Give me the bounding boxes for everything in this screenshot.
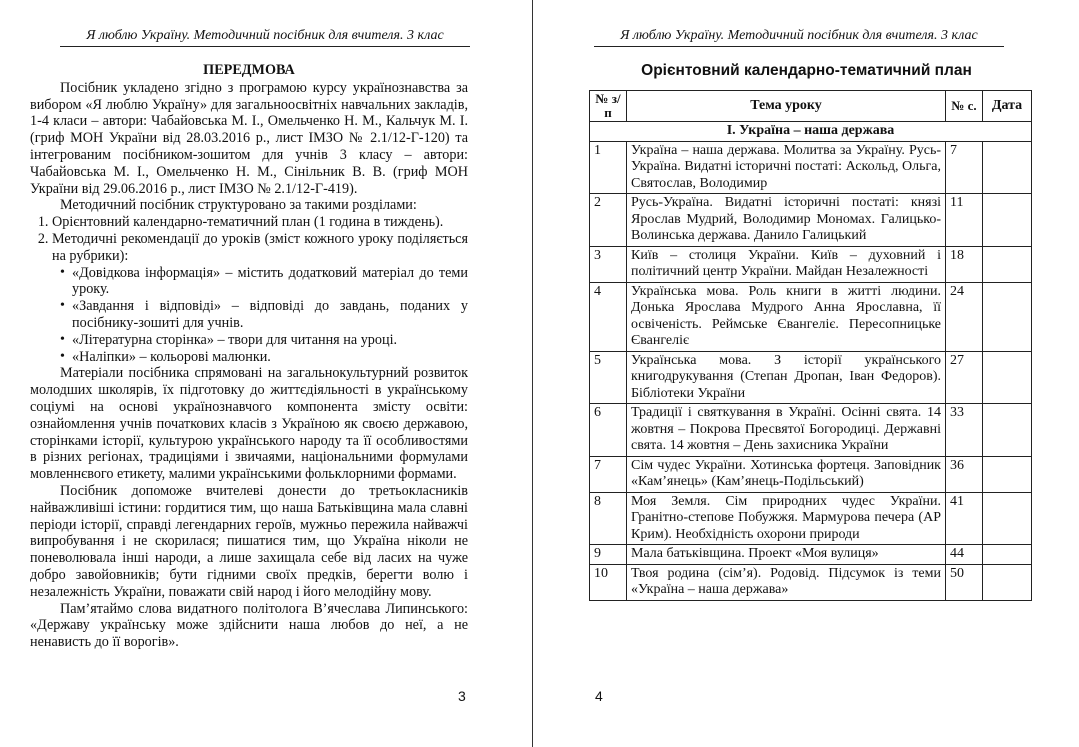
row-num: 4 xyxy=(590,282,627,351)
section-heading: І. Україна – наша держава xyxy=(590,122,1032,142)
row-topic: Мала батьківщина. Проект «Моя вулиця» xyxy=(627,545,946,565)
section-heading-row xyxy=(590,122,1032,142)
row-page: 41 xyxy=(946,492,983,545)
preface-body xyxy=(30,62,468,651)
preface-paragraph-2: Методичний посібник структуровано за такими розділами: xyxy=(60,197,417,214)
row-date xyxy=(983,404,1032,457)
table-row xyxy=(590,282,1032,351)
page-number-left: 3 xyxy=(458,688,466,704)
section-item xyxy=(52,231,468,365)
row-date xyxy=(983,492,1032,545)
row-topic: Україна – наша держава. Молитва за Україну. Русь-Україна. Видатні історичні постаті: Аскольд, Ольга, Святослав, Володимир xyxy=(627,141,946,194)
table-header-row xyxy=(590,91,1032,122)
row-date xyxy=(983,141,1032,194)
row-num: 1 xyxy=(590,141,627,194)
row-page: 27 xyxy=(946,351,983,404)
rubric-item: • «Завдання і відповіді» – відповіді до завдань, поданих у посібнику-зошиті для учнів. xyxy=(72,298,468,332)
plan-table xyxy=(589,90,1032,601)
header-date: Дата xyxy=(983,91,1032,122)
plan-title: Орієнтовний календарно-тематичний план xyxy=(641,62,972,79)
row-page: 24 xyxy=(946,282,983,351)
row-num: 3 xyxy=(590,246,627,282)
rubric-item: • «Літературна сторінка» – твори для читання на уроці. xyxy=(72,332,468,349)
row-date xyxy=(983,282,1032,351)
row-num: 7 xyxy=(590,456,627,492)
rubric-item: • «Наліпки» – кольорові малюнки. xyxy=(72,349,468,366)
running-header-right: Я люблю Україну. Методичний посібник для вчителя. 3 клас xyxy=(620,28,978,43)
row-date xyxy=(983,456,1032,492)
right-page xyxy=(534,0,1079,747)
table-row xyxy=(590,194,1032,247)
row-date xyxy=(983,194,1032,247)
row-page: 44 xyxy=(946,545,983,565)
header-rule-left xyxy=(60,46,470,47)
row-date xyxy=(983,351,1032,404)
header-rule-right xyxy=(594,46,1004,47)
header-topic: Тема уроку xyxy=(627,91,946,122)
row-topic: Моя Земля. Сім природних чудес України. Гранітно-степове Побужжя. Мармурова печера (АР Крим). Необхідність охорони природи xyxy=(627,492,946,545)
row-page: 33 xyxy=(946,404,983,457)
row-num: 10 xyxy=(590,564,627,600)
header-page: № с. xyxy=(946,91,983,122)
rubrics-list xyxy=(52,265,468,366)
header-num: № з/п xyxy=(590,91,627,122)
row-page: 18 xyxy=(946,246,983,282)
table-row xyxy=(590,545,1032,565)
row-topic: Русь-Україна. Видатні історичні постаті: князі Ярослав Мудрий, Володимир Мономах. Галицько-Волинська держава. Данило Галицький xyxy=(627,194,946,247)
table-row xyxy=(590,456,1032,492)
row-page: 7 xyxy=(946,141,983,194)
preface-paragraph-3: Матеріали посібника спрямовані на загальнокультурний розвиток молодших школярів, їх підготовку до життєдіяльності в українському соціумі на основі українознавчого компонента змісту освіти: ознайомлення учнів початкових класів з Україною як своєю державою, сторінками історії, культурою українського народу та її особливостями в різних регіонах, традиціями і звичаями, національними формулами мовленнєвого етикету, малими українськими фольклорними формами. xyxy=(30,365,468,483)
row-num: 8 xyxy=(590,492,627,545)
row-page: 50 xyxy=(946,564,983,600)
preface-paragraph-1: Посібник укладено згідно з програмою курсу українознавства за вибором «Я люблю Україну» для загальноосвітніх навчальних закладів, 1-4 класи – автори: Чабайовська М. І., Омельченко Н. М., Кальчук М. І. (гриф МОН України від 28.03.2016 р., лист ІМЗО № 2.1/12-Г-120) та інтегрованим посібником-зошитом для учнів 3 класу – автори: Чабайовська М. І., Омельченко Н. М., Сінільник В. В. (гриф МОН України від 29.06.2016 р., лист ІМЗО № 2.1/12-Г-419). xyxy=(30,79,468,197)
row-num: 2 xyxy=(590,194,627,247)
table-row xyxy=(590,564,1032,600)
table-row xyxy=(590,404,1032,457)
preface-paragraph-4: Посібник допоможе вчителеві донести до третьокласників найважливіші істини: гордитися тим, що наша Батьківщина мала славні періоди історії, справді легендарних героїв, мужньо пережила найважчі випробування і не скорилася; пишатися тим, що Україна ніколи не поневолювала інші народи, а лише захищала себе від ласих на чуже добро завойовників; бути гідними своїх предків, берегти волю і незалежність України, поважати свій народ і його мелодійну мову. xyxy=(30,482,468,600)
row-topic: Твоя родина (сім’я). Родовід. Підсумок із теми «Україна – наша держава» xyxy=(627,564,946,600)
table-row xyxy=(590,246,1032,282)
row-num: 6 xyxy=(590,404,627,457)
row-date xyxy=(983,545,1032,565)
row-page: 36 xyxy=(946,456,983,492)
sections-list xyxy=(30,214,468,365)
row-num: 5 xyxy=(590,351,627,404)
page-number-right: 4 xyxy=(595,688,603,704)
preface-paragraph-5: Пам’ятаймо слова видатного політолога В’ячеслава Липинського: «Державу українську може здійснити наша любов до неї, а не ненависть до її ворогів». xyxy=(30,600,468,651)
row-topic: Українська мова. Роль книги в житті людини. Донька Ярослава Мудрого Анна Ярославна, її освіченість. Реймське Євангеліє. Пересопницьке Євангеліє xyxy=(627,282,946,351)
row-topic: Традиції і святкування в Україні. Осінні свята. 14 жовтня – Покрова Пресвятої Богородиці. Державні свята. 14 жовтня – День захисника України xyxy=(627,404,946,457)
row-topic: Київ – столиця України. Київ – духовний і політичний центр України. Майдан Незалежності xyxy=(627,246,946,282)
running-header-left: Я люблю Україну. Методичний посібник для вчителя. 3 клас xyxy=(86,28,444,43)
preface-title: ПЕРЕДМОВА xyxy=(203,62,295,78)
left-page xyxy=(0,0,532,747)
row-num: 9 xyxy=(590,545,627,565)
row-date xyxy=(983,246,1032,282)
section-item-text: Методичні рекомендації до уроків (зміст кожного уроку поділяється на рубрики): xyxy=(52,230,468,264)
row-topic: Українська мова. З історії українського книгодрукування (Степан Дропан, Іван Федоров). Бібліотеки України xyxy=(627,351,946,404)
row-page: 11 xyxy=(946,194,983,247)
rubric-item: • «Довідкова інформація» – містить додатковий матеріал до теми уроку. xyxy=(72,265,468,299)
table-row xyxy=(590,351,1032,404)
row-topic: Сім чудес України. Хотинська фортеця. Заповідник «Кам’янець» (Кам’янець-Подільський) xyxy=(627,456,946,492)
table-row xyxy=(590,141,1032,194)
row-date xyxy=(983,564,1032,600)
table-row xyxy=(590,492,1032,545)
section-item: 1. Орієнтовний календарно-тематичний план (1 година в тиждень). xyxy=(52,214,468,231)
